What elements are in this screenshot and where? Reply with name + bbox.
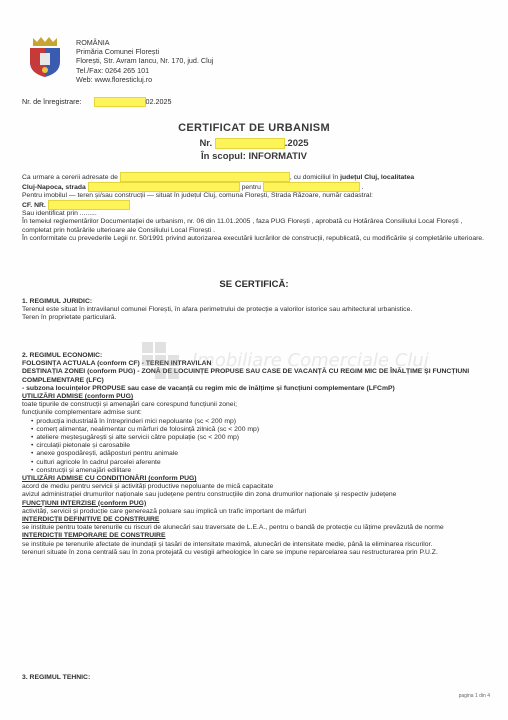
- list-item: • construcții și amenajări edilitare: [31, 467, 490, 475]
- certificate-year: .2025: [284, 138, 309, 150]
- interdictii-temporare-p1: se instituie pe terenurile afectate de inundații și tasări de intensitate maximă, alunecări de intensitate medie, până la eliminarea riscurilor.: [22, 540, 433, 548]
- interdictii-temporare-heading: INTERDICȚII TEMPORARE DE CONSTRUIRE: [22, 532, 166, 540]
- intro-line-1: Ca urmare a cererii adresate de , cu domiciliul în județul Cluj, localitatea: [22, 173, 415, 181]
- list-item: • circulații pietonale și carosabile: [31, 442, 490, 450]
- document-title: CERTIFICAT DE URBANISM: [178, 122, 330, 134]
- utilizari-admise-heading: UTILIZĂRI ADMISE (conform PUG): [22, 393, 134, 401]
- list-item: • anexe gospodărești, adăposturi pentru animale: [31, 450, 490, 458]
- conditionari-p1: acord de mediu pentru servicii și activități productive nepoluante de mică capacitate: [22, 483, 274, 491]
- destinatia-zonei: DESTINAȚIA ZONEI (conform PUG) - ZONĂ DE LOCUINȚE PROPUSE SAU CASE DE VACANȚĂ CU REGIM MIC DE ÎNĂLȚIME ȘI FUNCȚIUNI COMPLEMENTARE (LFC): [22, 368, 470, 384]
- redacted-purpose: [263, 182, 360, 192]
- watermark-text: Imobiliare Comerciale Cluj: [192, 350, 429, 371]
- intro-line-5: Sau identificat prin .........: [22, 210, 97, 218]
- interdictii-temporare-p2: terenuri situate în zona centrală sau în zona protejată cu vestigii arheologice în care se impune reparcelarea sau restructurarea prin P.U.Z.: [22, 548, 438, 556]
- page-number: pagina 1 din 4: [458, 693, 490, 699]
- redacted-registration-number: [94, 97, 146, 107]
- regim-tehnic: [22, 674, 490, 682]
- list-item: • culturi agricole în cadrul parcelei aferente: [31, 459, 490, 467]
- utilizari-admise-p1: toate tipurile de construcții și amenajări care corespund funcțiunii zonei;: [22, 401, 237, 409]
- coat-of-arms-icon: [26, 36, 64, 78]
- regim-tehnic-heading: 3. REGIMUL TEHNIC:: [22, 674, 91, 681]
- intro-line-7: În conformitate cu prevederile Legii nr. 50/1991 privind autorizarea executării lucrărilor de construcții, republicată, cu modificările și completările ulterioare.: [22, 234, 485, 242]
- country-name: ROMÂNIA: [76, 38, 110, 47]
- conditionari-heading: UTILIZĂRI ADMISE CU CONDIȚIONĂRI (conform PUG): [22, 475, 197, 483]
- interzise-heading: FUNCȚIUNI INTERZISE (conform PUG): [22, 499, 147, 507]
- certificate-number: [0, 138, 508, 149]
- section-title: SE CERTIFICĂ:: [219, 279, 289, 290]
- header-block: [76, 38, 213, 84]
- telfax: Tel./Fax: 0264 265 101: [76, 65, 150, 75]
- regim-juridic-heading: 1. REGIMUL JURIDIC:: [22, 298, 93, 305]
- intro-line-2: Cluj-Napoca, strada pentru .: [22, 183, 364, 191]
- redacted-applicant: [120, 172, 290, 182]
- regim-juridic-p2: Teren în proprietate particulară.: [22, 314, 117, 322]
- conditionari-p2: avizul administrației drumurilor naționale sau județene pentru construcțiile din zona drumurilor naționale și respectiv județene: [22, 491, 397, 499]
- utilizari-admise-p2: funcțiunile complementare admise sunt:: [22, 409, 142, 417]
- utilizari-admise-list: [22, 418, 490, 475]
- institution-name: Primăria Comunei Florești: [76, 47, 160, 57]
- intro-line-4: CF. NR.: [22, 200, 490, 210]
- website: Web: www.floresticluj.ro: [76, 74, 153, 84]
- folosinta-actuala: FOLOSINȚA ACTUALA (conform CF) - TEREN INTRAVILAN: [22, 360, 212, 368]
- redacted-certificate-number: [215, 138, 285, 149]
- institution-address: Florești, Str. Avram Iancu, Nr. 170, jud. Cluj: [76, 56, 214, 66]
- regim-juridic-p1: Terenul este situat în intravilanul comunei Florești, în afara perimetrului de protecție a valorilor istorice sau arhitectural urbanistice.: [22, 306, 413, 314]
- registration-label: Nr. de înregistrare:: [22, 97, 82, 106]
- registration-line: [22, 97, 172, 107]
- list-item: • producția industrială în întreprinderi mici nepoluante (sc < 200 mp): [31, 418, 490, 426]
- redacted-street: [88, 182, 240, 192]
- intro-line-6: În temeiul reglementărilor Documentației de urbanism, nr. 06 din 11.01.2005 , faza PUG Florești , aprobată cu Hotărârea Consiliului Local Florești , completat prin hotărârile ulterioare ale Consiliului Local Florești .: [22, 218, 463, 234]
- certificate-scope: În scopul: INFORMATIV: [201, 151, 307, 162]
- regim-economic-heading: 2. REGIMUL ECONOMIC:: [22, 352, 103, 359]
- intro-block: [22, 172, 490, 243]
- intro-line-3: Pentru imobilul — teren și/sau construcții — situat în județul Cluj, comuna Florești, Strada Răzoare, număr cadastral:: [22, 192, 373, 199]
- watermark-logo-icon: [140, 340, 180, 380]
- certificate-number-prefix: Nr.: [199, 138, 213, 150]
- interzise-p: activități, servicii și producție care generează poluare sau implică un trafic important de mărfuri: [22, 507, 307, 515]
- interdictii-definitive-heading: INTERDICȚII DEFINITIVE DE CONSTRUIRE: [22, 516, 160, 524]
- list-item: • comerț alimentar, nealimentar cu mărfuri de folosință zilnică (sc < 200 mp): [31, 426, 490, 434]
- list-item: • ateliere meșteșugărești și alte servicii către populație (sc < 200 mp): [31, 434, 490, 442]
- subzona: - subzona locuințelor PROPUSE sau case de vacanță cu regim mic de înălțime și funcțiuni complementare (LFCmP): [22, 384, 395, 392]
- watermark: [140, 336, 429, 396]
- registration-date: 02.2025: [145, 97, 172, 106]
- interdictii-definitive-p: se instituie pentru toate terenurile cu riscuri de alunecări sau traversate de L.E.A., pentru o bandă de protecție cu lățime prevăzută de norme: [22, 524, 444, 532]
- redacted-cf-number: [48, 200, 130, 210]
- regim-juridic: [22, 298, 490, 323]
